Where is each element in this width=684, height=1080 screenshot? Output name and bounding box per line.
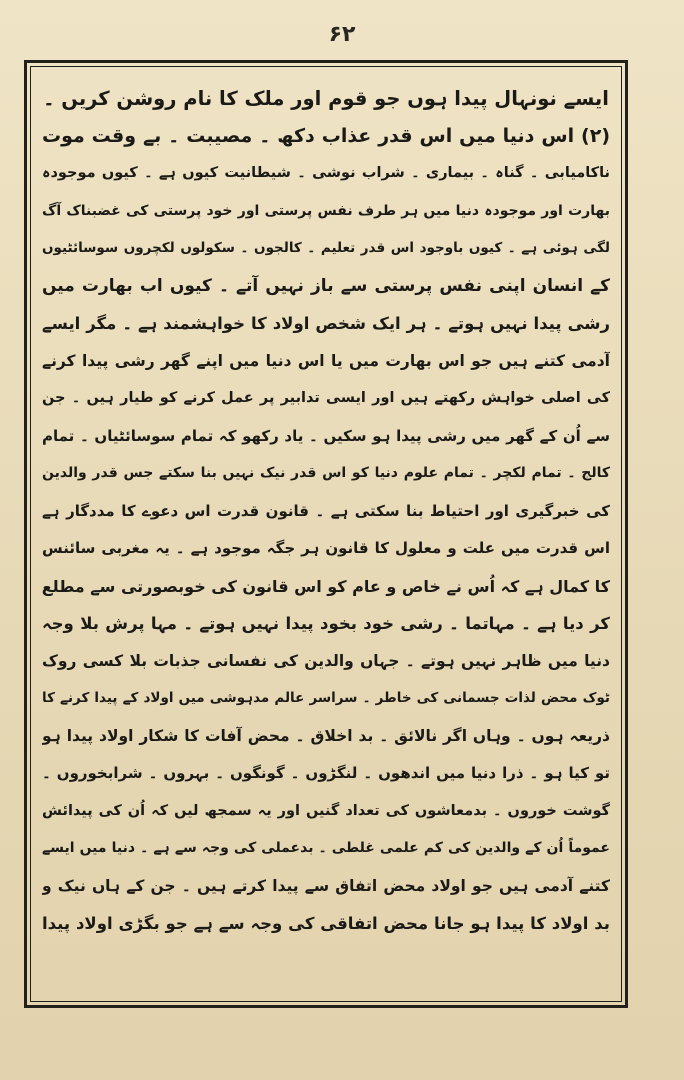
text-line: ایسے نونہال پیدا ہوں جو قوم اور ملک کا نام روشن کریں ۔ [43, 87, 609, 110]
text-line: تو کیا ہو ۔ ذرا دنیا میں اندھوں ۔ لنگڑوں ۔ گونگوں ۔ بہروں ۔ شرابخوروں ۔ [42, 764, 610, 782]
text-line: بھارت اور موجودہ دنیا میں ہر طرف نفس پرستی اور خود پرستی کی غضبناک آگ [42, 202, 610, 219]
text-line: دنیا میں ظاہر نہیں ہوتے ۔ جہاں والدین کی نفسانی جذبات بلا کسی روک [42, 651, 610, 670]
text-line: آدمی کتنے ہیں جو اس بھارت میں یا اس دنیا میں اپنے گھر رشی پیدا کرنے [42, 351, 610, 370]
text-line: کر دیا ہے ۔ مہاتما ۔ رشی خود بخود پیدا نہیں ہوتے ۔ مہا پرش بلا وجہ [42, 614, 610, 633]
text-line: لگی ہوئی ہے ۔ کیوں باوجود اس قدر تعلیم ۔ کالجوں ۔ سکولوں لکچروں سوسائٹیوں [42, 240, 610, 256]
text-line: (۲) اس دنیا میں اس قدر عذاب دکھ ۔ مصیبت ۔ بے وقت موت [42, 124, 610, 147]
text-line: کا کمال ہے کہ اُس نے خاص و عام کو اس قانون کی خوبصورتی سے مطلع [42, 576, 610, 596]
text-line: ٹوک محض لذات جسمانی کی خاطر ۔ سراسر عالم مدہوشی میں اولاد کے پیدا کرنے کا [42, 690, 610, 706]
text-line: ناکامیابی ۔ گناہ ۔ بیماری ۔ شراب نوشی ۔ شیطانیت کیوں ہے ۔ کیوں موجودہ [42, 165, 610, 181]
text-line: گوشت خوروں ۔ بدمعاشوں کی تعداد گنیں اور یہ سمجھ لیں کہ اُن کی پیدائش [42, 802, 610, 819]
text-line: اس قدرت میں علت و معلول کا قانون ہر جگہ موجود ہے ۔ یہ مغربی سائنس [42, 539, 610, 557]
text-line: کے انسان اپنی نفس پرستی سے باز نہیں آتے ۔ کیوں اب بھارت میں [42, 275, 610, 296]
text-line: سے اُن کے گھر میں رشی پیدا ہو سکیں ۔ یاد رکھو کہ تمام سوسائٹیاں ۔ تمام [42, 426, 610, 445]
text-line: عموماً اُن کے والدین کی کم علمی غلطی ۔ بدعملی کی وجہ سے ہے ۔ دنیا میں ایسے [42, 840, 610, 856]
urdu-text-block [42, 80, 610, 943]
text-line: کی اصلی خواہش رکھتے ہیں اور ایسی تدابیر پر عمل کرنے کو طیار ہیں ۔ جن [42, 390, 610, 406]
text-line: کالج ۔ تمام لکچر ۔ تمام علوم دنیا کو اس قدر نیک نہیں بنا سکتے جس قدر والدین [42, 465, 610, 481]
text-line: کتنے آدمی ہیں جو اولاد محض اتفاق سے پیدا کرتے ہیں ۔ جن کے ہاں نیک و [42, 876, 610, 895]
text-line: ذریعہ ہوں ۔ وہاں اگر نالائق ۔ بد اخلاق ۔ محض آفات کا شکار اولاد پیدا ہو [42, 726, 610, 745]
text-line: کی خبرگیری اور احتیاط بنا سکتی ہے ۔ قانون قدرت اس دعوے کا مددگار ہے [42, 501, 610, 520]
text-line: رشی پیدا نہیں ہوتے ۔ ہر ایک شخص اولاد کا خواہشمند ہے ۔ مگر ایسے [42, 314, 610, 333]
text-line: بد اولاد کا پیدا ہو جانا محض اتفاقی کی وجہ سے ہے جو بگڑی اولاد پیدا [42, 914, 610, 933]
page-number: ۶۲ [328, 22, 356, 47]
